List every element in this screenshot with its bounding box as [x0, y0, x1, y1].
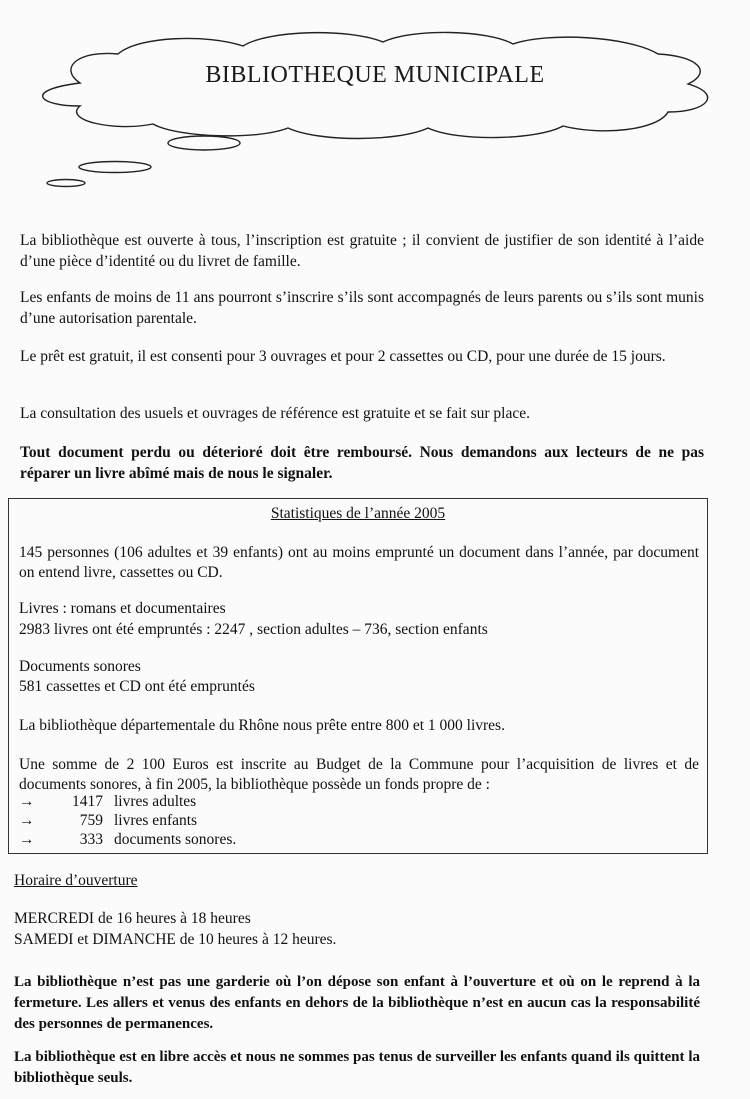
audio-line: 581 cassettes et CD ont été empruntés	[19, 678, 255, 695]
notice-paragraph: La bibliothèque est en libre accès et nous ne sommes pas tenus de surveiller les enfants quand ils quittent la bibliothèque seuls.	[14, 1049, 700, 1086]
books-line: 2983 livres ont été empruntés : 2247 , section adultes – 736, section enfants	[19, 621, 488, 638]
departmental-text: La bibliothèque départementale du Rhône nous prête entre 800 et 1 000 livres.	[19, 717, 505, 734]
intro-paragraph: La bibliothèque est ouverte à tous, l’inscription est gratuite ; il convient de justifier de son identité à l’aide d’une pièce d’identité ou du livret de famille.	[20, 232, 704, 270]
hours-heading: Horaire d’ouverture	[14, 872, 138, 889]
books-heading: Livres : romans et documentaires	[19, 600, 226, 617]
audio-heading: Documents sonores	[19, 658, 141, 675]
intro-paragraph: Le prêt est gratuit, il est consenti pour 3 ouvrages et pour 2 cassettes ou CD, pour une durée de 15 jours.	[20, 348, 666, 365]
fund-label: documents sonores.	[114, 831, 237, 848]
fund-count: 759	[79, 812, 103, 829]
fund-count: 333	[79, 831, 103, 848]
arrow-icon: →	[19, 812, 35, 829]
budget-text: Une somme de 2 100 Euros est inscrite au Budget de la Commune pour l’acquisition de livres et de documents sonores, à fin 2005, la bibliothèque possède un fonds propre de :	[19, 756, 699, 793]
warning-paragraph: Tout document perdu ou déterioré doit être remboursé. Nous demandons aux lecteurs de ne pas réparer un livre abîmé mais de nous le signaler.	[20, 444, 704, 482]
fund-count: 1417	[72, 793, 103, 810]
fund-label: livres enfants	[114, 812, 198, 829]
hours-line: SAMEDI et DIMANCHE de 10 heures à 12 heures.	[14, 931, 337, 948]
statistics-box	[8, 498, 708, 854]
arrow-icon: →	[19, 831, 35, 848]
page-title: BIBLIOTHEQUE MUNICIPALE	[205, 62, 545, 88]
statistics-heading: Statistiques de l’année 2005	[270, 505, 446, 522]
intro-paragraph: Les enfants de moins de 11 ans pourront s’inscrire s’ils sont accompagnés de leurs parents ou s’ils sont munis d’une autorisation parentale.	[20, 289, 704, 327]
borrowers-text: 145 personnes (106 adultes et 39 enfants) ont au moins emprunté un document dans l’année, par document on entend livre, cassettes ou CD.	[19, 544, 699, 581]
notice-paragraph: La bibliothèque n’est pas une garderie où l’on dépose son enfant à l’ouverture et où on le reprend à la fermeture. Les allers et venus des enfants en dehors de la bibliothèque n’est en aucun cas la responsabilité des personnes de permanences.	[14, 974, 700, 1032]
arrow-icon: →	[19, 793, 35, 810]
intro-paragraph: La consultation des usuels et ouvrages de référence est gratuite et se fait sur place.	[20, 405, 531, 422]
thought-cloud-shape	[18, 28, 718, 193]
fund-label: livres adultes	[114, 793, 197, 810]
hours-line: MERCREDI de 16 heures à 18 heures	[14, 910, 251, 927]
